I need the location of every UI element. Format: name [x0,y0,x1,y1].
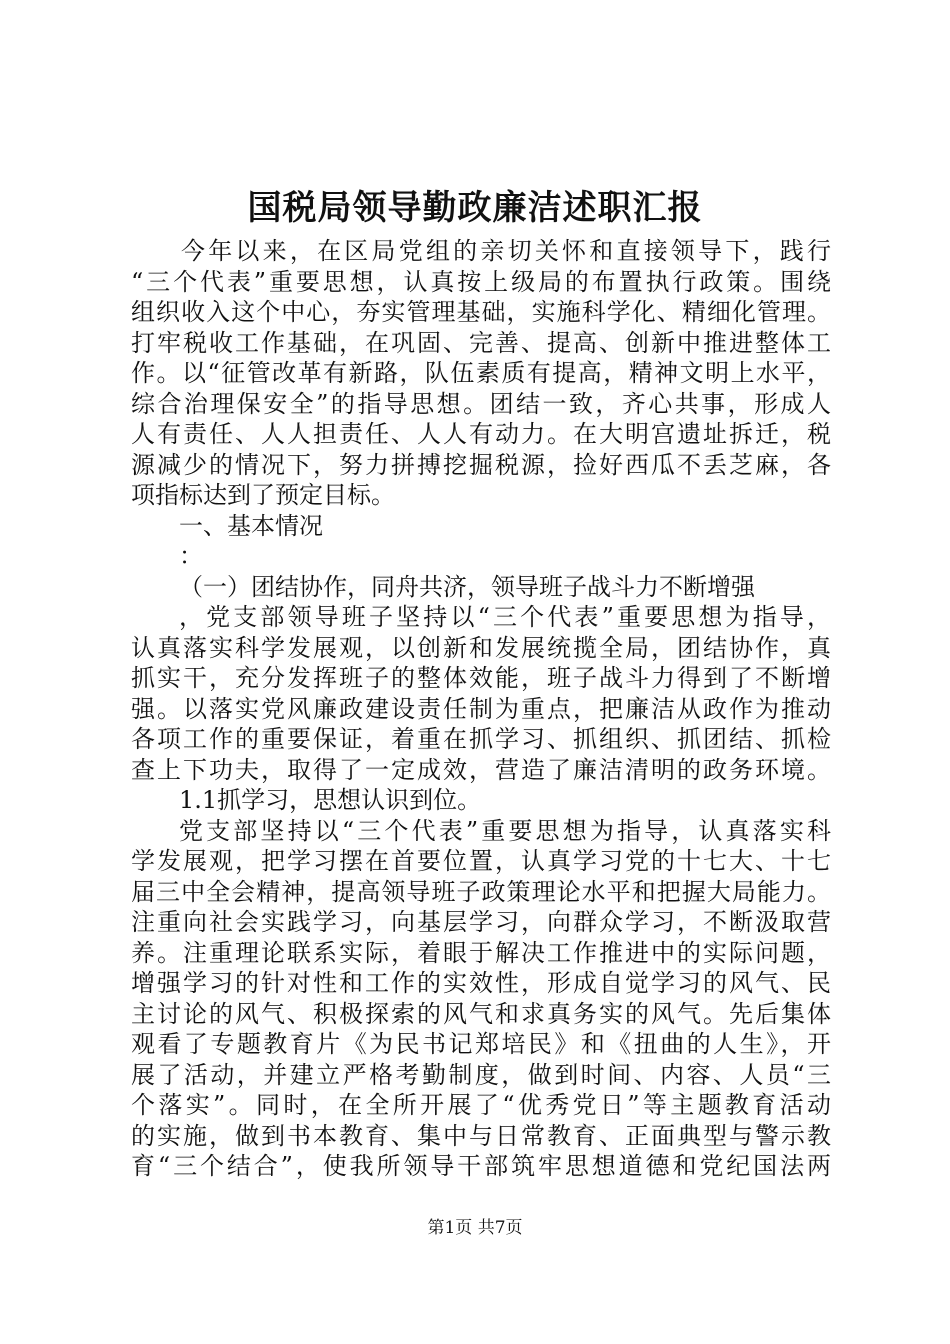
body-line: 查上下功夫，取得了一定成效，营造了廉洁清明的政务环境。 [131,755,831,784]
body-line: 的实施，做到书本教育、集中与日常教育、正面典型与警示教 [131,1121,831,1150]
body-line: （一）团结协作，同舟共济，领导班子战斗力不断增强 [179,572,755,601]
body-line: ： [179,542,203,570]
document-title: 国税局领导勤政廉洁述职汇报 [247,188,703,228]
body-line: 届三中全会精神，提高领导班子政策理论水平和把握大局能力。 [131,877,831,906]
body-line: 主讨论的风气、积极探索的风气和求真务实的风气。先后集体 [131,999,831,1028]
body-line: 观看了专题教育片《为民书记郑培民》和《扭曲的人生》，开 [131,1030,831,1058]
body-line: 项指标达到了预定目标。 [131,481,395,509]
body-line: 打牢税收工作基础，在巩固、完善、提高、创新中推进整体工 [131,328,831,357]
body-line: 综合治理保安全”的指导思想。团结一致，齐心共事，形成人 [131,389,831,418]
body-line: 认真落实科学发展观，以创新和发展统揽全局，团结协作，真 [131,633,831,662]
body-line: 各项工作的重要保证，着重在抓学习、抓组织、抓团结、抓检 [131,725,831,753]
body-line: 今年以来，在区局党组的亲切关怀和直接领导下，践行 [181,237,831,265]
body-line: 源减少的情况下，努力拼搏挖掘税源，捡好西瓜不丢芝麻，各 [131,450,831,479]
body-line: 展了活动，并建立严格考勤制度，做到时间、内容、人员“三 [131,1060,831,1089]
body-line: 增强学习的针对性和工作的实效性，形成自觉学习的风气、民 [131,969,831,997]
page-footer: 第1页 共7页 [427,1218,523,1238]
body-line: 一、基本情况 [179,511,323,540]
body-line: 党支部坚持以“三个代表”重要思想为指导，认真落实科 [179,816,831,845]
document-body [131,236,831,1182]
body-line: ，党支部领导班子坚持以“三个代表”重要思想为指导， [179,603,831,631]
body-line: 学发展观，把学习摆在首要位置，认真学习党的十七大、十七 [131,847,831,875]
body-line: 人有责任、人人担责任、人人有动力。在大明宫遗址拆迁，税 [131,420,831,448]
body-line: 育“三个结合”，使我所领导干部筑牢思想道德和党纪国法两 [131,1152,831,1180]
body-line: 抓实干，充分发挥班子的整体效能，班子战斗力得到了不断增 [131,664,831,692]
body-line: 1.1抓学习，思想认识到位。 [179,786,482,814]
body-line: 注重向社会实践学习，向基层学习，向群众学习，不断汲取营 [131,908,831,936]
body-line: 强。以落实党风廉政建设责任制为重点，把廉洁从政作为推动 [131,694,831,723]
body-line: 个落实”。同时，在全所开展了“优秀党日”等主题教育活动 [131,1091,831,1119]
body-line: “三个代表”重要思想，认真按上级局的布置执行政策。围绕 [131,267,831,296]
body-line: 组织收入这个中心，夯实管理基础，实施科学化、精细化管理。 [131,298,831,326]
body-line: 养。注重理论联系实际，着眼于解决工作推进中的实际问题， [131,938,831,967]
body-line: 作。以“征管改革有新路，队伍素质有提高，精神文明上水平， [131,359,831,387]
